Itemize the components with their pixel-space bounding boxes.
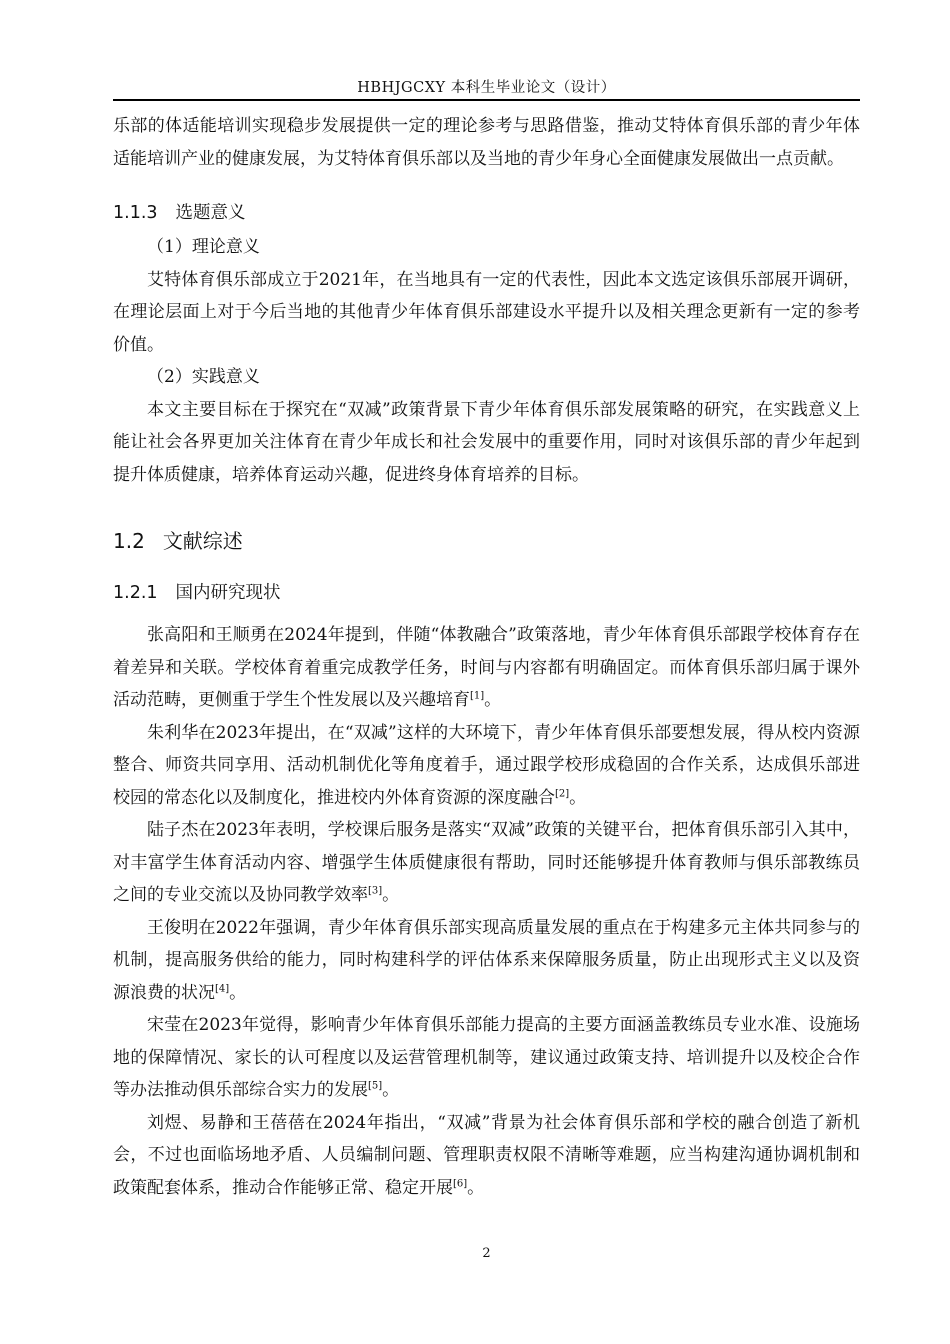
paragraph-text: 王俊明在2022年强调，青少年体育俱乐部实现高质量发展的重点在于构建多元主体共同参与的机制，提高服务供给的能力，同时构建科学的评估体系来保障服务质量，防止出现形式主义以及资源浪费的状况 [113, 917, 860, 1003]
paragraph-text: 朱利华在2023年提出，在“双减”这样的大环境下，青少年体育俱乐部要想发展，得从校内资源整合、师资共同享用、活动机制优化等角度着手，通过跟学校形成稳固的合作关系，达成俱乐部进校园的常态化以及制度化，推进校内外体育资源的深度融合 [113, 722, 860, 808]
practice-label: （2）实践意义 [147, 367, 260, 387]
paragraph-text: 刘煜、易静和王蓓蓓在2024年指出，“双减”背景为社会体育俱乐部和学校的融合创造了新机会，不过也面临场地矛盾、人员编制问题、管理职责权限不清晰等难题，应当构建沟通协调机制和政策配套体系，推动合作能够正常、稳定开展 [113, 1112, 860, 1198]
paragraph-end: 。 [569, 787, 587, 808]
section-number: 1.1.3 [113, 203, 158, 223]
literature-paragraph [113, 1107, 860, 1205]
theory-label: （1）理论意义 [147, 237, 260, 257]
paragraph-end: 。 [229, 982, 247, 1003]
section-title: 文献综述 [162, 529, 243, 553]
paragraph-text: 陆子杰在2023年表明，学校课后服务是落实“双减”政策的关键平台，把体育俱乐部引入其中，对丰富学生体育活动内容、增强学生体质健康很有帮助，同时还能够提升体育教师与俱乐部教练员之间的专业交流以及协同教学效率 [113, 820, 860, 905]
section-number: 1.2 [113, 529, 145, 553]
section-title: 选题意义 [175, 203, 246, 223]
paragraph-end: 。 [382, 1080, 400, 1100]
paragraph-text: 宋莹在2023年觉得，影响青少年体育俱乐部能力提高的主要方面涵盖教练员专业水准、设施场地的保障情况、家长的认可程度以及运营管理机制等，建议通过政策支持、培训提升以及校企合作等办法推动俱乐部综合实力的发展 [113, 1015, 860, 1100]
citation-marker: [2] [555, 787, 570, 799]
section-number: 1.2.1 [113, 583, 158, 603]
page-header: HBHJGCXY 本科生毕业论文（设计） [357, 80, 616, 96]
page-body [113, 110, 860, 1204]
literature-paragraph [113, 912, 860, 1010]
citation-marker: [4] [215, 982, 230, 994]
literature-paragraph [113, 1009, 860, 1107]
literature-paragraph [113, 619, 860, 717]
section-title: 国内研究现状 [175, 583, 281, 603]
citation-marker: [3] [368, 885, 383, 897]
paragraph-end: 。 [467, 1177, 485, 1198]
literature-paragraph [113, 717, 860, 815]
section-heading-1-1-3 [113, 197, 860, 229]
section-heading-1-2-1 [113, 577, 860, 609]
page-number: 2 [482, 1246, 491, 1261]
paragraph-end: 。 [382, 885, 400, 905]
intro-paragraph: 乐部的体适能培训实现稳步发展提供一定的理论参考与思路借鉴，推动艾特体育俱乐部的青少年体适能培训产业的健康发展，为艾特体育俱乐部以及当地的青少年身心全面健康发展做出一点贡献。 [113, 116, 860, 169]
practice-paragraph: 本文主要目标在于探究在“双减”政策背景下青少年体育俱乐部发展策略的研究，在实践意义上能让社会各界更加关注体育在青少年成长和社会发展中的重要作用，同时对该俱乐部的青少年起到提升体质健康，培养体育运动兴趣，促进终身体育培养的目标。 [113, 399, 860, 485]
paragraph-text: 张高阳和王顺勇在2024年提到，伴随“体教融合”政策落地，青少年体育俱乐部跟学校体育存在着差异和关联。学校体育着重完成教学任务，时间与内容都有明确固定。而体育俱乐部归属于课外活动范畴，更侧重于学生个性发展以及兴趣培育 [113, 625, 860, 710]
header-divider [113, 99, 860, 101]
literature-paragraph [113, 814, 860, 912]
citation-marker: [5] [368, 1080, 383, 1092]
literature-review [113, 619, 860, 1204]
citation-marker: [1] [470, 690, 485, 702]
citation-marker: [6] [453, 1177, 468, 1189]
paragraph-end: 。 [484, 690, 502, 710]
theory-paragraph: 艾特体育俱乐部成立于2021年，在当地具有一定的代表性，因此本文选定该俱乐部展开调研，在理论层面上对于今后当地的其他青少年体育俱乐部建设水平提升以及相关理念更新有一定的参考价值。 [113, 269, 860, 355]
section-heading-1-2 [113, 525, 860, 557]
